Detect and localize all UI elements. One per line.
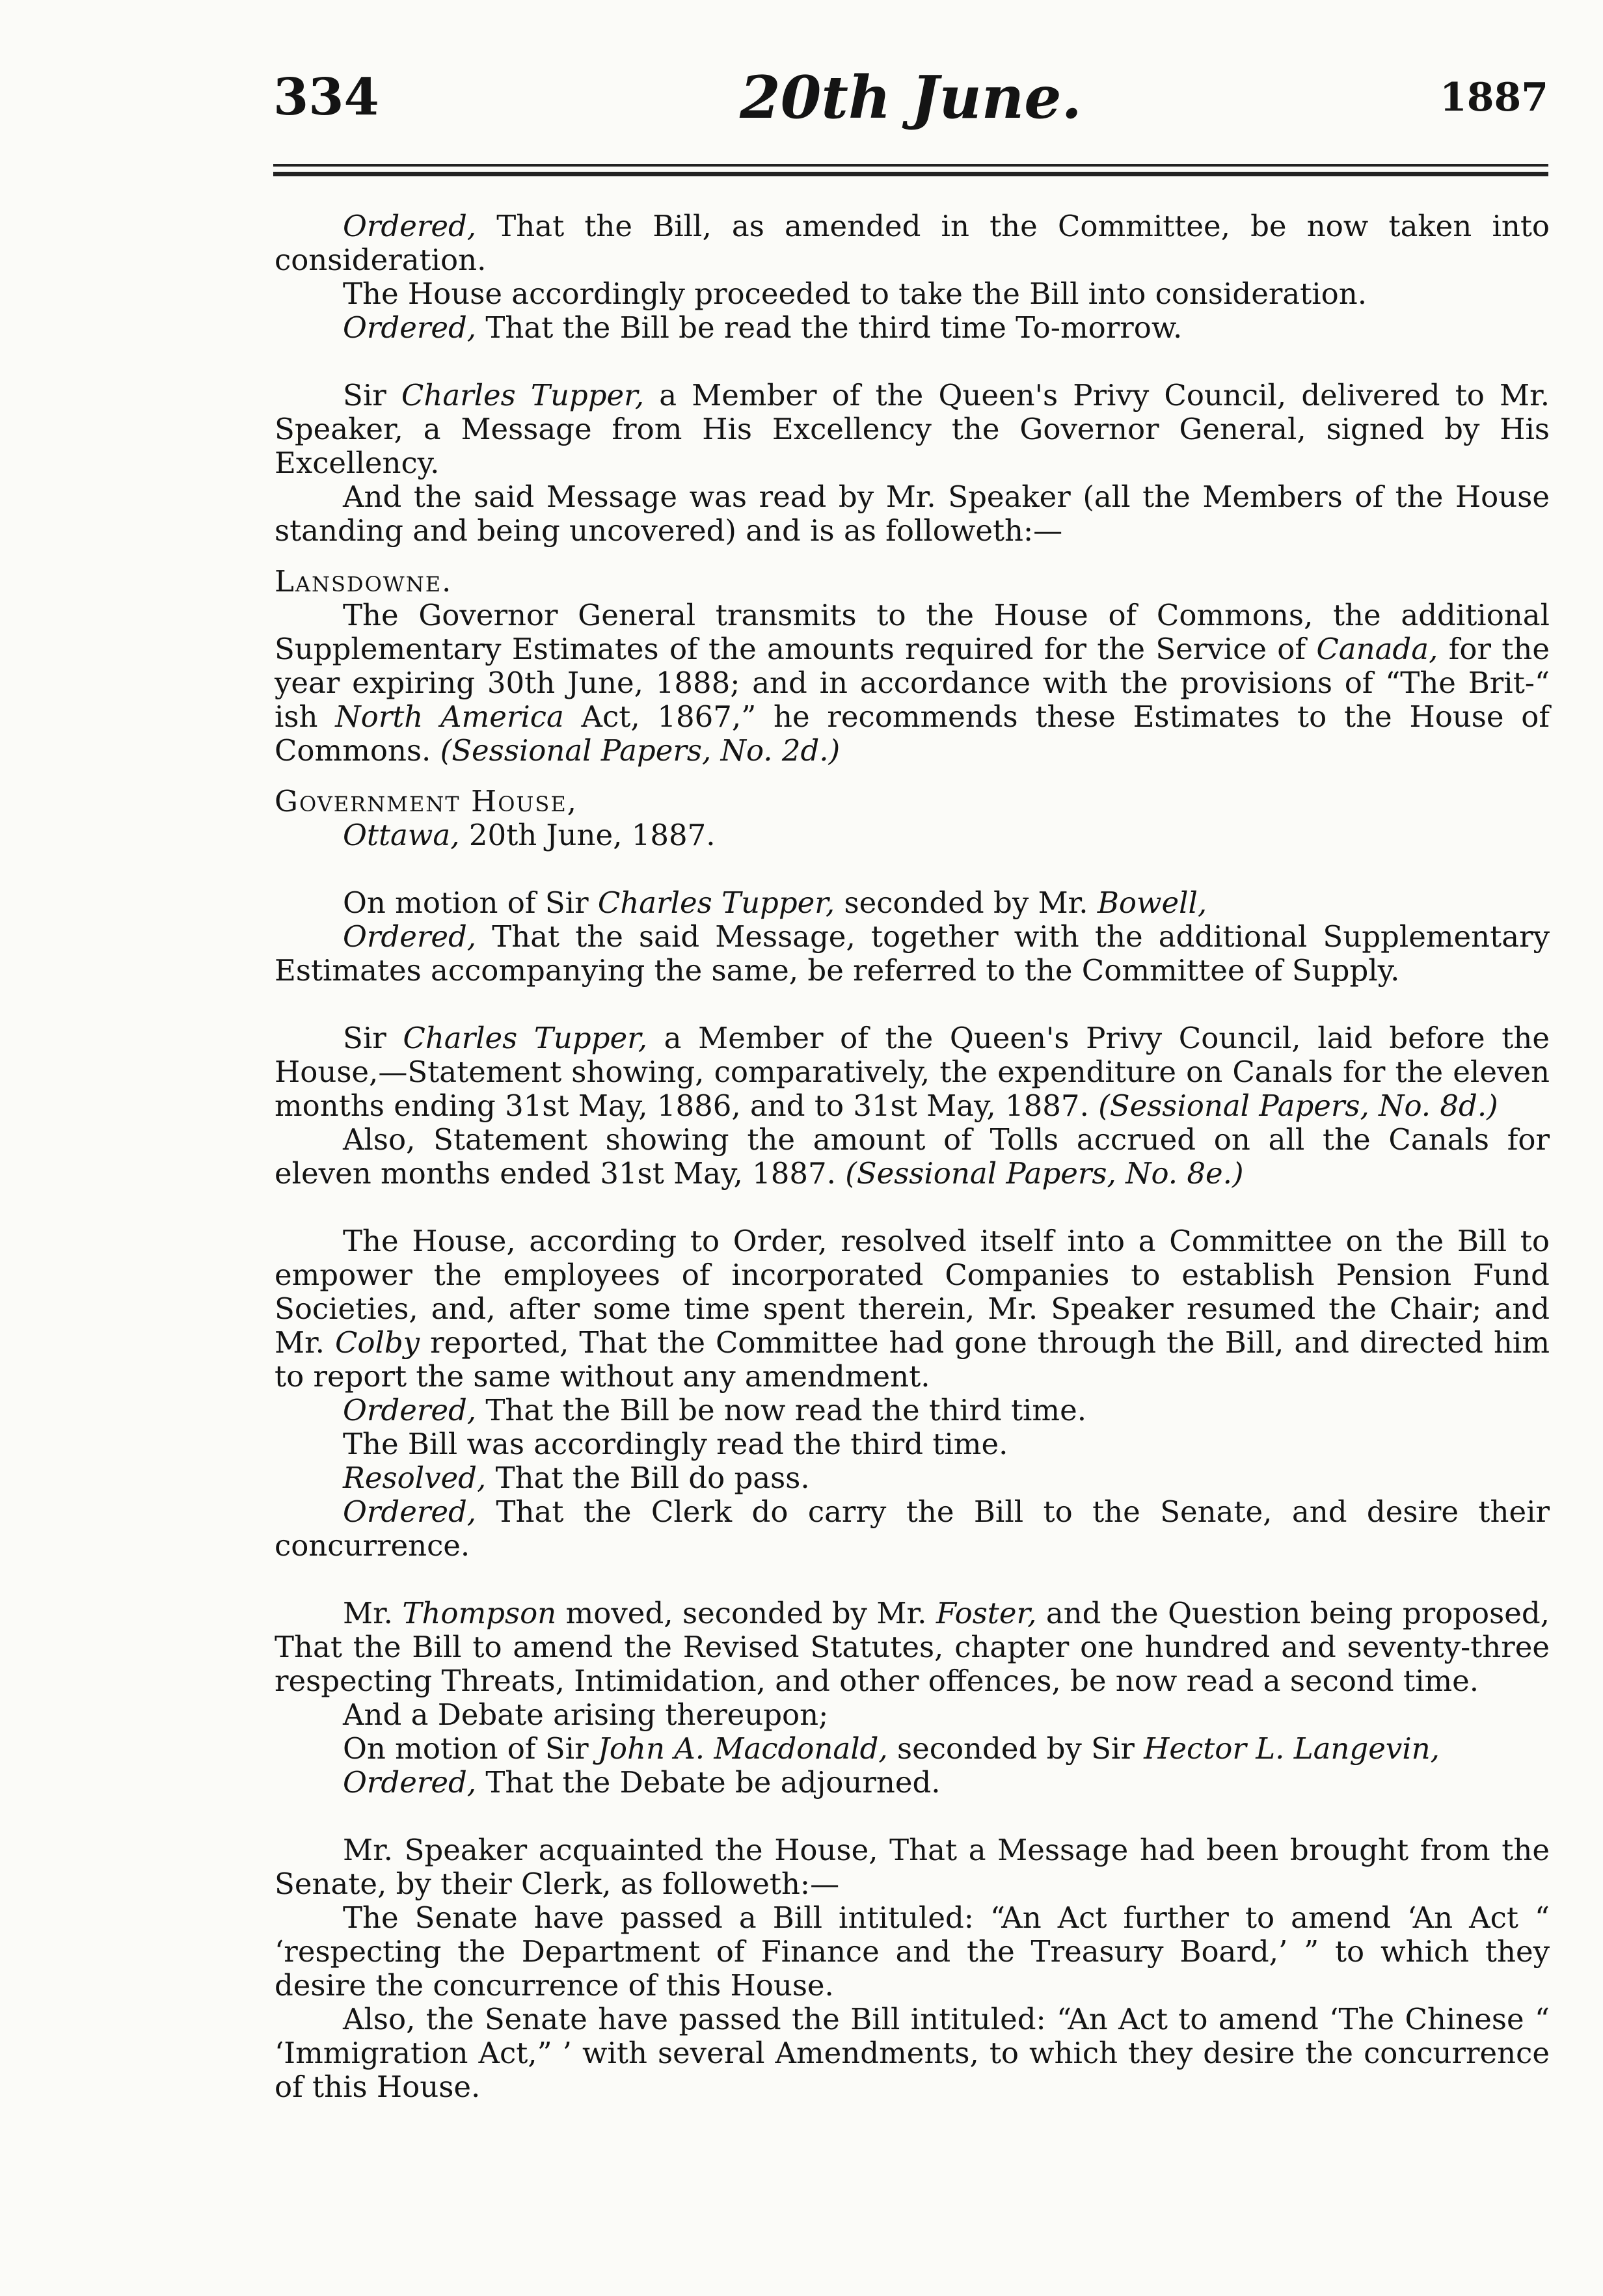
text: On motion of Sir [343, 885, 598, 920]
italic-text: Ordered, [343, 1393, 477, 1427]
paragraph [275, 886, 1550, 920]
italic-text: Ordered, [343, 919, 477, 954]
paragraph [275, 1597, 1550, 1698]
text: Act, 1867,” he recommends these Estimates to the House of Commons. [275, 699, 1550, 768]
section-senate-message [275, 1833, 1550, 2104]
text: The Governor General transmits to the House of Commons, the additional Supplementary Estimates of the amounts required for the Service of [275, 598, 1550, 666]
paragraph: The House accordingly proceeded to take the Bill into consideration. [343, 277, 1367, 311]
paragraph [275, 1394, 1550, 1427]
text: and the Question being proposed, That the Bill to amend the Revised Statutes, chapter one hundred and seventy-three respecting Threats, Intimidation, and other offences, be now read a second time. [275, 1596, 1550, 1698]
text: Sir [343, 1021, 403, 1055]
text: The House, according to Order, resolved itself into a Committee on the Bill to empower the employees of incorporated Companies to establish Pension Fund Societies, and, after some time spent therein, Mr. Speaker resumed the Chair; and Mr. [275, 1224, 1550, 1360]
text: moved, seconded by Mr. [556, 1596, 936, 1630]
paragraph [275, 1732, 1550, 1766]
text: reported, That the Committee had gone through the Bill, and directed him to report the same without any amendment. [275, 1325, 1550, 1394]
text: a Member of the Queen's Privy Council, laid before the House,—Statement showing, comparatively, the expenditure on Canals for the eleven months ending 31st May, 1886, and to 31st May, 1887. [275, 1021, 1550, 1123]
paragraph [275, 379, 1550, 480]
paragraph [275, 311, 1550, 345]
text: That the Bill, as amended in the Committee, be now taken into consideration. [275, 209, 1550, 277]
text: That the Debate be adjourned. [476, 1765, 941, 1800]
italic-text: Ottawa, [343, 818, 460, 852]
italic-text: (Sessional Papers, No. 8d.) [1098, 1088, 1498, 1123]
text: seconded by Mr. [835, 885, 1098, 920]
section-motion-supply [275, 886, 1550, 988]
paragraph: Also, the Senate have passed the Bill intituled: “An Act to amend ‘The Chinese “ ‘Immigration Act,” ’ with several Amendments, to which they desire the concurrence of this House. [275, 2002, 1550, 2104]
section-bill-consideration [275, 209, 1550, 345]
italic-text: North America [335, 699, 564, 734]
paragraph [275, 920, 1550, 988]
italic-text: Charles Tupper, [401, 378, 645, 412]
text: That the Bill be now read the third time. [476, 1393, 1087, 1427]
italic-text: Ordered, [343, 1765, 477, 1800]
paragraph [275, 599, 1550, 768]
paragraph: And a Debate arising thereupon; [343, 1697, 829, 1732]
place-date [275, 818, 1550, 852]
italic-text: Thompson [402, 1596, 557, 1630]
paragraph: The Senate have passed a Bill intituled: “An Act further to amend ‘An Act “ ‘respecting the Department of Finance and the Treasury Board,’ ” to which they desire the concurrence of this House. [275, 1900, 1550, 2003]
italic-text: Bowell, [1097, 885, 1207, 920]
italic-text: Colby [334, 1325, 420, 1360]
text: That the said Message, together with the additional Supplementary Estimates accompanying the same, be referred to the Committee of Supply. [275, 919, 1550, 988]
italic-text: Ordered, [343, 1494, 477, 1529]
page-number: 334 [273, 68, 379, 127]
italic-text: John A. Macdonald, [597, 1731, 888, 1766]
italic-text: Charles Tupper, [403, 1021, 648, 1055]
italic-text: Resolved, [343, 1461, 487, 1495]
paragraph: Mr. Speaker acquainted the House, That a Message had been brought from the Senate, by their Clerk, as followeth:— [275, 1833, 1550, 1901]
italic-text: Charles Tupper, [597, 885, 835, 920]
text: Also, Statement showing the amount of Tolls accrued on all the Canals for eleven months ended 31st May, 1887. [275, 1122, 1550, 1191]
text: That the Clerk do carry the Bill to the Senate, and desire their concurrence. [275, 1494, 1550, 1563]
italic-text: (Sessional Papers, No. 2d.) [440, 733, 841, 768]
italic-text: Ordered, [343, 209, 477, 243]
paragraph [275, 1766, 1550, 1800]
text: That the Bill be read the third time To-morrow. [476, 310, 1183, 345]
paragraph [275, 1123, 1550, 1191]
page-date-heading: 20th June. [740, 63, 1082, 132]
header-double-rule [273, 164, 1548, 176]
paragraph [275, 1495, 1550, 1563]
text: 20th June, 1887. [459, 818, 716, 852]
text: for the year expiring 30th June, 1888; and in accordance with the provisions of “The Brit-“ ish [275, 632, 1550, 734]
text: On motion of Sir [343, 1731, 598, 1766]
italic-text: (Sessional Papers, No. 8e.) [845, 1156, 1244, 1191]
section-revised-statutes-bill [275, 1597, 1550, 1800]
italic-text: Hector L. Langevin, [1144, 1731, 1440, 1766]
italic-text: Foster, [936, 1596, 1037, 1630]
place-government-house: Government House, [275, 784, 578, 818]
paragraph [275, 1021, 1550, 1123]
paragraph: The Bill was accordingly read the third time. [343, 1427, 1008, 1461]
signature-lansdowne: Lansdowne. [275, 564, 453, 599]
page-header [273, 65, 1548, 143]
italic-text: Ordered, [343, 310, 477, 345]
text: Mr. [343, 1596, 403, 1630]
paragraph [275, 209, 1550, 277]
text: That the Bill do pass. [486, 1461, 810, 1495]
text: seconded by Sir [887, 1731, 1144, 1766]
section-canals-statement [275, 1021, 1550, 1191]
text: a Member of the Queen's Privy Council, delivered to Mr. Speaker, a Message from His Excellency the Governor General, signed by His Excellency. [275, 378, 1550, 480]
paragraph: And the said Message was read by Mr. Speaker (all the Members of the House standing and being uncovered) and is as followeth:— [275, 479, 1550, 548]
paragraph [275, 1461, 1550, 1495]
section-governor-message [275, 379, 1550, 852]
section-pension-fund-bill [275, 1224, 1550, 1563]
page-body [275, 209, 1550, 2104]
text: Sir [343, 378, 401, 412]
paragraph [275, 1224, 1550, 1394]
italic-text: Canada, [1316, 632, 1438, 666]
page-year: 1887 [1440, 75, 1548, 120]
